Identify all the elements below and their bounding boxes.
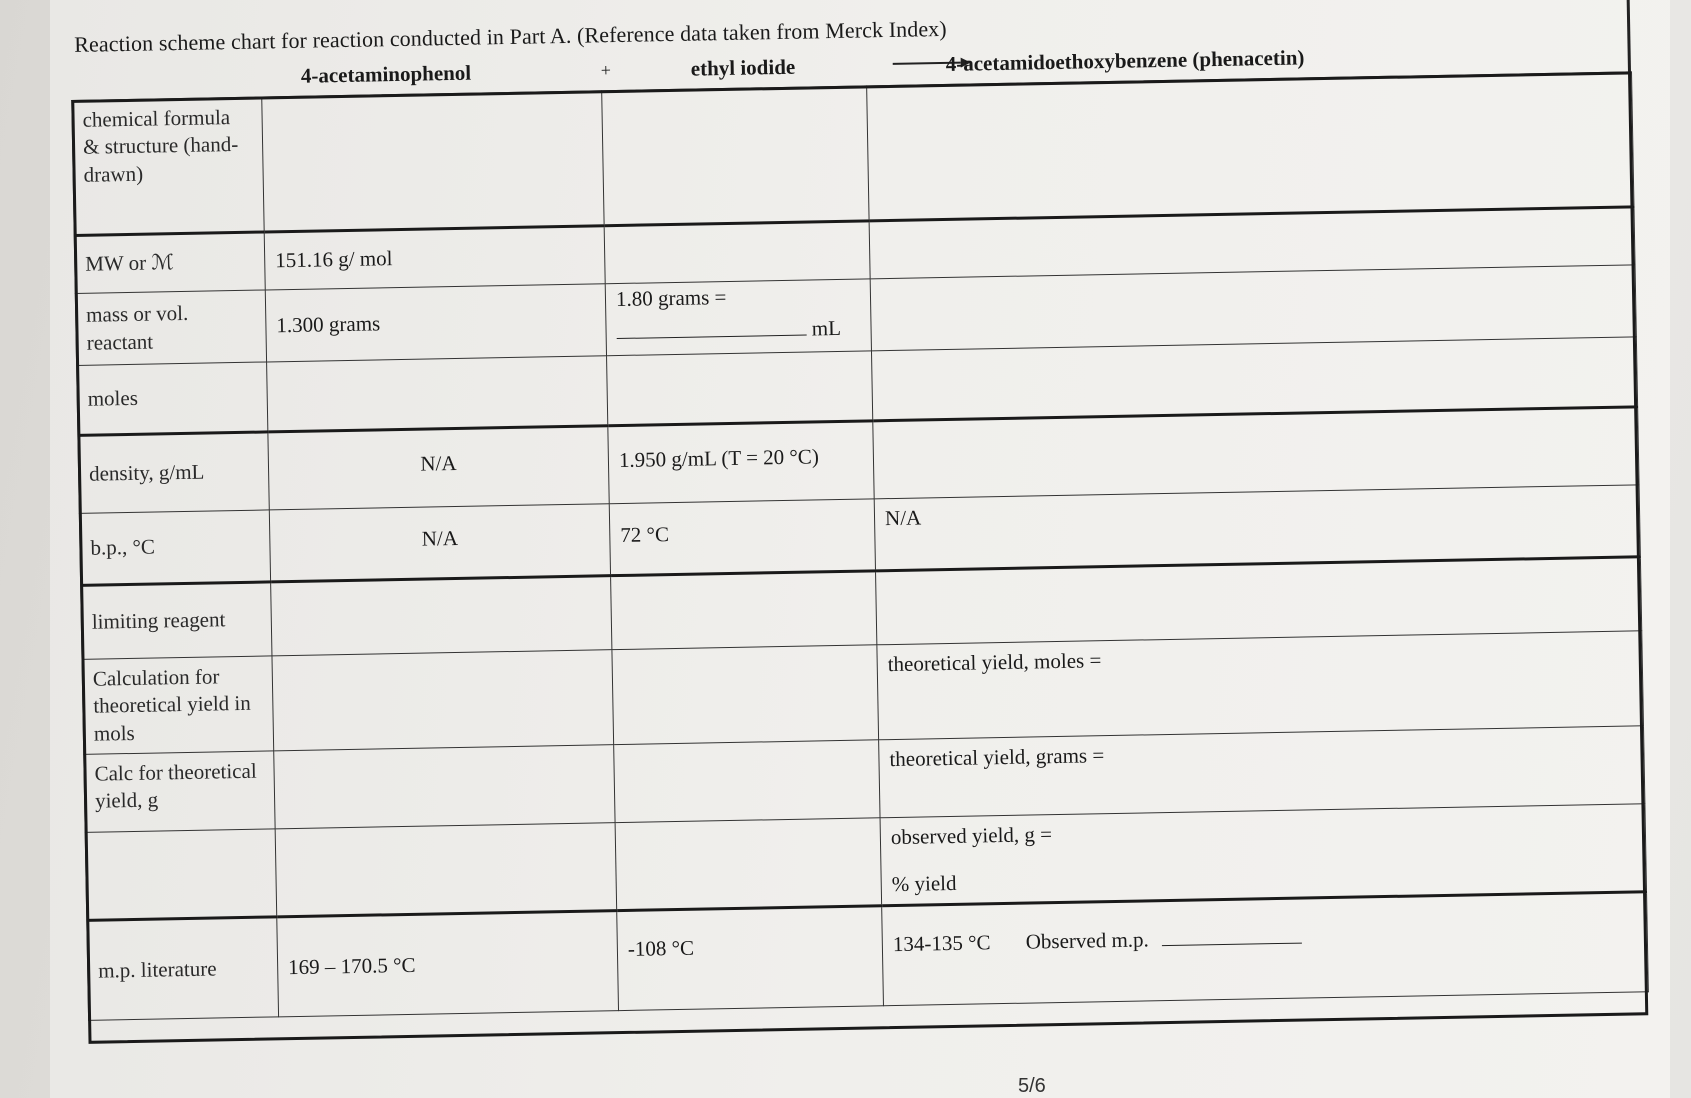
- cell-limiting-product[interactable]: [876, 557, 1642, 645]
- cell-mp-r2: -108 °C: [617, 906, 884, 1011]
- reaction-table: [71, 71, 1649, 1021]
- cell-density-product[interactable]: [873, 407, 1639, 499]
- page-number: 5/6: [1018, 1075, 1046, 1097]
- cell-mp-r1: 169 – 170.5 °C: [277, 911, 619, 1017]
- label-moles: moles: [77, 362, 268, 435]
- cell-moles-r2[interactable]: [607, 351, 873, 426]
- percent-yield-label: % yield: [891, 871, 957, 897]
- header-plus-sign: +: [600, 60, 612, 81]
- cell-formula-r2[interactable]: [602, 86, 869, 226]
- ml-blank-line[interactable]: [617, 333, 807, 339]
- cell-density-r1: N/A: [268, 426, 609, 510]
- cell-observed-r2[interactable]: [615, 818, 882, 911]
- mass-r2-unit: mL: [811, 316, 842, 341]
- cell-bp-product: N/A: [874, 485, 1640, 571]
- label-calc-g: Calc for theoretical yield, g: [84, 751, 275, 832]
- cell-mass-r2: [605, 279, 871, 356]
- mp-observed-label: Observed m.p.: [1025, 927, 1150, 955]
- cell-formula-product[interactable]: [867, 72, 1634, 221]
- cell-observed-r1[interactable]: [275, 823, 617, 918]
- observed-yield-label: observed yield, g =: [890, 822, 1053, 849]
- cell-formula-r1[interactable]: [262, 91, 604, 232]
- cell-bp-r1: N/A: [269, 504, 610, 582]
- header-reactant-2: ethyl iodide: [690, 54, 796, 81]
- mass-r2-grams: 1.80 grams =: [615, 285, 727, 312]
- header-product: 4-acetamidoethoxybenzene (phenacetin): [945, 45, 1305, 76]
- cell-limiting-r1[interactable]: [271, 576, 612, 656]
- label-mw: MW or ℳ: [74, 232, 265, 293]
- cell-calc-g-product: theoretical yield, grams =: [879, 726, 1645, 818]
- label-density: density, g/mL: [78, 432, 269, 513]
- cell-calc-g-r2[interactable]: [614, 740, 880, 823]
- worksheet-title: Reaction scheme chart for reaction conducted in Part A. (Reference data taken from Merck Index): [73, 15, 947, 57]
- cell-bp-r2: 72 °C: [609, 499, 875, 576]
- header-reactant-1: 4-acetaminophenol: [300, 60, 472, 88]
- mp-observed-blank[interactable]: [1162, 941, 1302, 947]
- label-observed-empty: [85, 829, 277, 921]
- worksheet: [70, 3, 1648, 1051]
- cell-calc-mols-r2[interactable]: [612, 645, 879, 745]
- label-limiting: limiting reagent: [81, 582, 272, 659]
- cell-calc-g-r1[interactable]: [274, 745, 615, 829]
- cell-mp-product: [882, 892, 1649, 1006]
- cell-limiting-r2[interactable]: [611, 571, 877, 650]
- cell-density-r2: 1.950 g/mL (T = 20 °C): [608, 421, 874, 504]
- cell-moles-r1[interactable]: [267, 356, 608, 432]
- cell-calc-mols-product: theoretical yield, moles =: [877, 631, 1644, 740]
- label-mp: m.p. literature: [87, 917, 279, 1020]
- label-mass: mass or vol. reactant: [75, 290, 266, 365]
- label-formula: chemical formula & structure (hand-drawn): [72, 97, 264, 235]
- label-bp: b.p., °C: [79, 510, 270, 585]
- mp-product-literature: 134-135 °C: [892, 930, 991, 957]
- cell-calc-mols-r1[interactable]: [272, 650, 614, 751]
- cell-mw-r1: 151.16 g/ mol: [264, 226, 605, 290]
- label-calc-mols: Calculation for theoretical yield in mols: [82, 656, 274, 754]
- cell-observed-product: [880, 804, 1646, 907]
- cell-mw-r2[interactable]: [604, 221, 870, 284]
- cell-mass-r1: 1.300 grams: [265, 284, 606, 362]
